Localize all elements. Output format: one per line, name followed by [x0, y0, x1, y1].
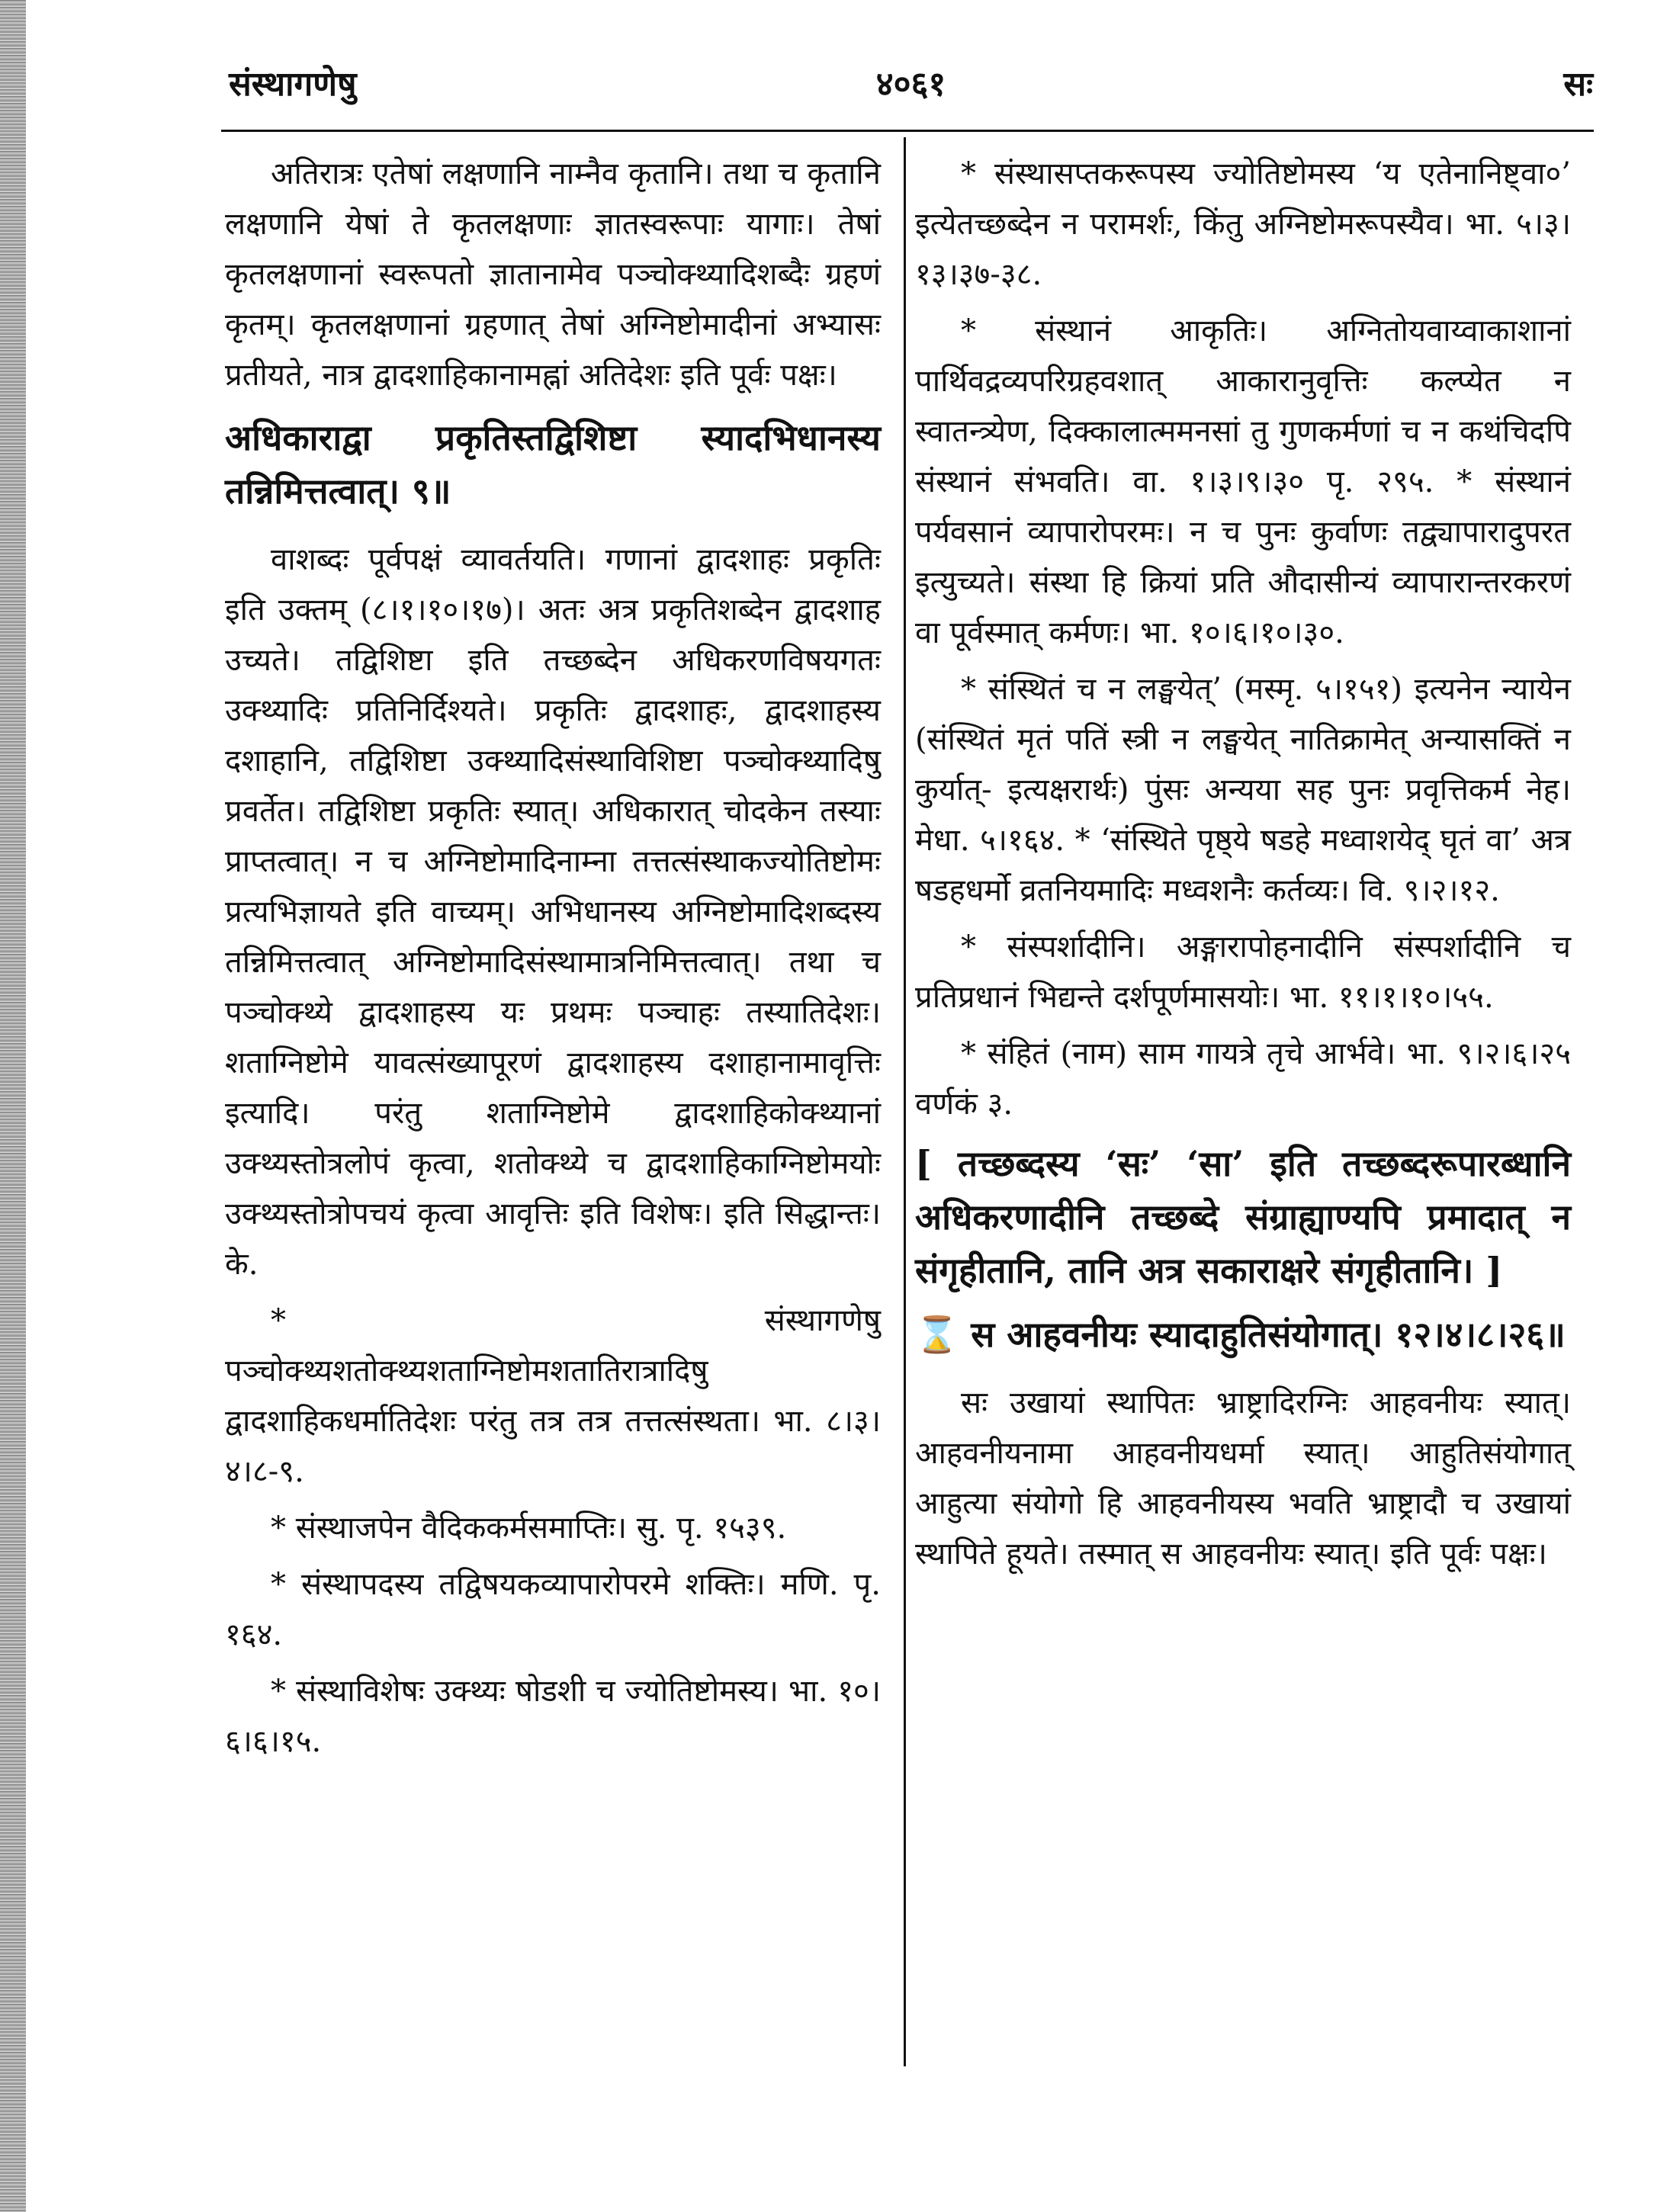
header-left-keyword: संस्थागणेषु	[229, 65, 357, 104]
dictionary-entry: * संस्थानं आकृतिः। अग्नितोयवाय्वाकाशानां पार्थिवद्रव्यपरिग्रहवशात् आकारानुवृत्तिः कल्प्येत न स्वातन्त्र्येण, दिक्कालात्ममनसां तु गुणकर्मणां च न कथंचिदपि संस्थानं संभवति। वा. १।३।९।३० पृ. २९५. * संस्थानं पर्यवसानं व्यापारोपरमः। न च पुनः कुर्वाणः तद्व्यापारादुपरत इत्युच्यते। संस्था हि क्रियां प्रति औदासीन्यं व्यापारान्तरकरणं वा पूर्वस्मात् कर्मणः। भा. १०।६।१०।३०.	[915, 313, 1571, 650]
column-divider	[904, 137, 906, 2066]
header-rule	[221, 130, 1594, 132]
dictionary-entry: * संस्थागणेषु पञ्चोक्थ्यशतोक्थ्यशताग्निष्टोमशतातिरात्रादिषु द्वादशाहिकधर्मातिदेशः परंतु तत्र तत्र तत्तत्संस्थता। भा. ८।३।४।८-९.	[225, 1303, 881, 1489]
dictionary-entry: * संस्थितं च न लङ्घयेत्’ (मस्मृ. ५।१५१) इत्यनेन न्यायेन (संस्थितं मृतं पतिं स्त्री न लङ्घयेत् नातिक्रामेत् अन्यासक्तिं न कुर्यात्- इत्यक्षरार्थः) पुंसः अन्यया सह पुनः प्रवृत्तिकर्म नेह। मेधा. ५।१६४. * ‘संस्थिते पृष्ठ्ये षडहे मध्वाशयेद् घृतं वा’ अत्र षडहधर्मो व्रतनियमादिः मध्वशनैः कर्तव्यः। वि. ९।२।१२.	[915, 672, 1571, 908]
paragraph: वाशब्दः पूर्वपक्षं व्यावर्तयति। गणानां द्वादशाहः प्रकृतिः इति उक्तम् (८।१।१०।१७)। अतः अत्र प्रकृतिशब्देन द्वादशाह उच्यते। तद्विशिष्टा इति तच्छब्देन अधिकरणविषयगतः उक्थ्यादिः प्रतिनिर्दिश्यते। प्रकृतिः द्वादशाहः, द्वादशाहस्य दशाहानि, तद्विशिष्टा उक्थ्यादिसंस्थाविशिष्टा पञ्चोक्थ्यादिषु प्रवर्तेत। तद्विशिष्टा प्रकृतिः स्यात्। अधिकारात् चोदकेन तस्याः प्राप्तत्वात्। न च अग्निष्टोमादिनाम्ना तत्तत्संस्थाकज्योतिष्टोमः प्रत्यभिज्ञायते इति वाच्यम्। अभिधानस्य अग्निष्टोमादिशब्दस्य तन्निमित्तत्वात् अग्निष्टोमादिसंस्थामात्रनिमित्तत्वात्। तथा च पञ्चोक्थ्ये द्वादशाहस्य यः प्रथमः पञ्चाहः तस्यातिदेशः। शताग्निष्टोमे यावत्संख्यापूरणं द्वादशाहस्य दशाहानामावृत्तिः इत्यादि। परंतु शताग्निष्टोमे द्वादशाहिकोक्थ्यानां उक्थ्यस्तोत्रलोपं कृत्वा, शतोक्थ्ये च द्वादशाहिकाग्निष्टोमयोः उक्थ्यस्तोत्रोपचयं कृत्वा आवृत्तिः इति विशेषः। इति सिद्धान्तः। के.	[225, 542, 881, 1282]
dictionary-entry: * संस्थाजपेन वैदिककर्मसमाप्तिः। सु. पृ. १५३९.	[271, 1511, 787, 1546]
sutra-heading: अधिकाराद्वा प्रकृतिस्तद्विशिष्टा स्यादभिधानस्य तन्निमित्तत्वात्। ९॥	[225, 417, 881, 512]
page-binding-edge	[0, 0, 26, 2212]
paragraph: अतिरात्रः एतेषां लक्षणानि नाम्नैव कृतानि। तथा च कृतानि लक्षणानि येषां ते कृतलक्षणाः ज्ञातस्वरूपाः यागाः। तेषां कृतलक्षणानां स्वरूपतो ज्ञातानामेव पञ्चोक्थ्यादिशब्दैः ग्रहणं कृतम्। कृतलक्षणानां ग्रहणात् तेषां अग्निष्टोमादीनां अभ्यासः प्रतीयते, नात्र द्वादशाहिकानामह्नां अतिदेशः इति पूर्वः पक्षः।	[225, 156, 881, 393]
sutra-heading: ⌛ स आहवनीयः स्यादाहुतिसंयोगात्। १२।४।८।२६॥	[915, 1314, 1566, 1355]
header-right-keyword: सः	[1563, 65, 1593, 104]
left-column	[225, 149, 881, 1773]
dictionary-entry: * संहितं (नाम) साम गायत्रे तृचे आर्भवे। भा. ९।२।६।२५ वर्णकं ३.	[915, 1036, 1571, 1122]
dictionary-entry: * संस्थाविशेषः उक्थ्यः षोडशी च ज्योतिष्टोमस्य। भा. १०।६।६।१५.	[225, 1674, 881, 1759]
right-column	[915, 149, 1571, 1585]
dictionary-entry: * संस्पर्शादीनि। अङ्गारापोहनादीनि संस्पर्शादीनि च प्रतिप्रधानं भिद्यन्ते दर्शपूर्णमासयोः। भा. ११।१।१०।५५.	[915, 929, 1571, 1015]
dictionary-entry: * संस्थासप्तकरूपस्य ज्योतिष्टोमस्य ‘य एतेनानिष्ट्वा०’ इत्येतच्छब्देन न परामर्शः, किंतु अग्निष्टोमरूपस्यैव। भा. ५।३।१३।३७-३८.	[915, 156, 1571, 292]
page-number: ४०६१	[875, 65, 946, 104]
editorial-note: [ तच्छब्दस्य ‘सः’ ‘सा’ इति तच्छब्दरूपारब्धानि अधिकरणादीनि तच्छब्दे संग्राह्याण्यपि प्रमादात् न संगृहीतानि, तानि अत्र सकाराक्षरे संगृहीतानि। ]	[915, 1143, 1571, 1291]
dictionary-entry: * संस्थापदस्य तद्विषयकव्यापारोपरमे शक्तिः। मणि. पृ. १६४.	[225, 1567, 881, 1652]
paragraph: सः उखायां स्थापितः भ्राष्ट्रादिरग्निः आहवनीयः स्यात्। आहवनीयनामा आहवनीयधर्मा स्यात्। आहुतिसंयोगात् आहुत्या संयोगो हि आहवनीयस्य भवति भ्राष्ट्रादौ च उखायां स्थापिते हूयते। तस्मात् स आहवनीयः स्यात्। इति पूर्वः पक्षः।	[915, 1385, 1571, 1572]
page-header	[229, 59, 1593, 113]
